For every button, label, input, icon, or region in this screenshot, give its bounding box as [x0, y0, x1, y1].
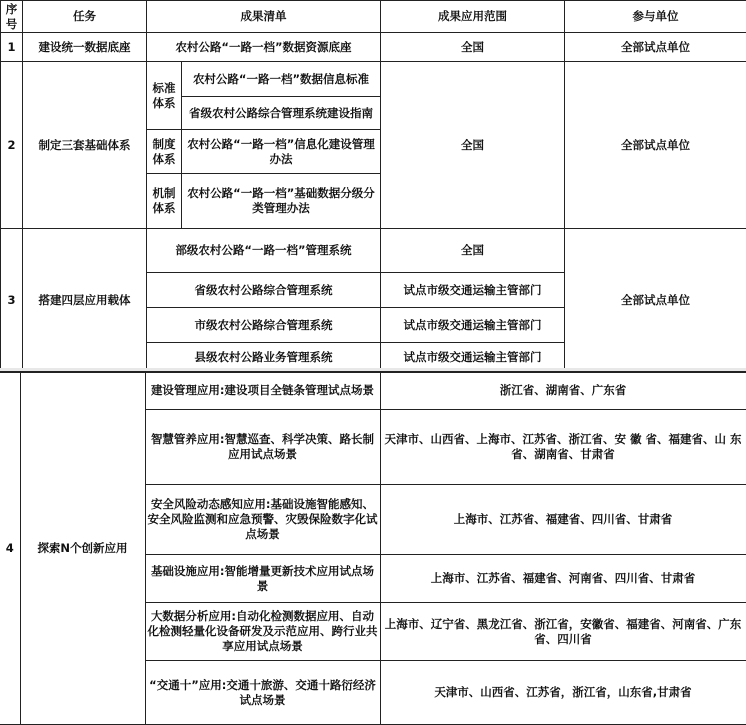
- row-result: 基础设施应用:智能增量更新技术应用试点场景: [145, 555, 380, 603]
- table-row: [1, 33, 746, 62]
- table-row: [1, 229, 746, 273]
- row-index: 1: [1, 33, 23, 62]
- row-scope: 试点市级交通运输主管部门: [381, 308, 565, 343]
- row-result: 省级农村公路综合管理系统: [147, 273, 381, 308]
- row-result: 农村公路“一路一档”数据资源底座: [147, 33, 381, 62]
- header-index: 序号: [1, 1, 23, 33]
- row-units: 全部试点单位: [565, 62, 746, 229]
- results-table-bottom: [0, 371, 746, 725]
- row-result: 安全风险动态感知应用:基础设施智能感知、安全风险监测和应急预警、灾毁保险数字化试点场景: [145, 485, 380, 555]
- row-result: 建设管理应用:建设项目全链条管理试点场景: [145, 372, 380, 410]
- row-result: 智慧管养应用:智慧巡查、科学决策、路长制应用试点场景: [145, 410, 380, 485]
- row-scope: 天津市、山西省、上海市、江苏省、浙江省、安 徽 省、福建省、山 东 省、湖南省、甘肃省: [380, 410, 746, 485]
- header-results: 成果清单: [147, 1, 381, 33]
- row-scope: 上海市、江苏省、福建省、河南省、四川省、甘肃省: [380, 555, 746, 603]
- row-index: 3: [1, 229, 23, 373]
- row-scope: 试点市级交通运输主管部门: [381, 343, 565, 373]
- table-row: [1, 62, 746, 97]
- row-task: 探索N个创新应用: [20, 372, 145, 725]
- row-units: 全部试点单位: [565, 33, 746, 62]
- row-result: 农村公路“一路一档”信息化建设管理办法: [182, 130, 381, 174]
- row-scope: 全国: [381, 33, 565, 62]
- row-task: 搭建四层应用载体: [23, 229, 147, 373]
- row-scope: 全国: [381, 229, 565, 273]
- group-name: 机制体系: [147, 174, 182, 229]
- row-scope: 试点市级交通运输主管部门: [381, 273, 565, 308]
- row-task: 建设统一数据底座: [23, 33, 147, 62]
- group-name: 标准体系: [147, 62, 182, 130]
- row-index: 2: [1, 62, 23, 229]
- row-result: 农村公路“一路一档”数据信息标准: [182, 62, 381, 97]
- row-task: 制定三套基础体系: [23, 62, 147, 229]
- header-scope: 成果应用范围: [381, 1, 565, 33]
- row-result: 农村公路“一路一档”基础数据分级分类管理办法: [182, 174, 381, 229]
- row-result: 大数据分析应用:自动化检测数据应用、自动化检测轻量化设备研发及示范应用、跨行业共享应用试点场景: [145, 603, 380, 661]
- row-result: “交通十”应用:交通十旅游、交通十路衍经济试点场景: [145, 661, 380, 725]
- row-scope: 上海市、辽宁省、黑龙江省、浙江省，安徽省、福建省、河南省、广东省、四川省: [380, 603, 746, 661]
- row-result: 市级农村公路综合管理系统: [147, 308, 381, 343]
- row-scope: 上海市、江苏省、福建省、四川省、甘肃省: [380, 485, 746, 555]
- row-scope: 浙江省、湖南省、广东省: [380, 372, 746, 410]
- table-row: [0, 372, 746, 410]
- row-result: 县级农村公路业务管理系统: [147, 343, 381, 373]
- row-scope: 天津市、山西省、江苏省，浙江省，山东省,甘肃省: [380, 661, 746, 725]
- header-task: 任务: [23, 1, 147, 33]
- row-scope: 全国: [381, 62, 565, 229]
- header-units: 参与单位: [565, 1, 746, 33]
- row-result: 部级农村公路“一路一档”管理系统: [147, 229, 381, 273]
- row-units: 全部试点单位: [565, 229, 746, 373]
- header-row: [1, 1, 746, 33]
- group-name: 制度体系: [147, 130, 182, 174]
- row-index: 4: [0, 372, 20, 725]
- row-result: 省级农村公路综合管理系统建设指南: [182, 97, 381, 130]
